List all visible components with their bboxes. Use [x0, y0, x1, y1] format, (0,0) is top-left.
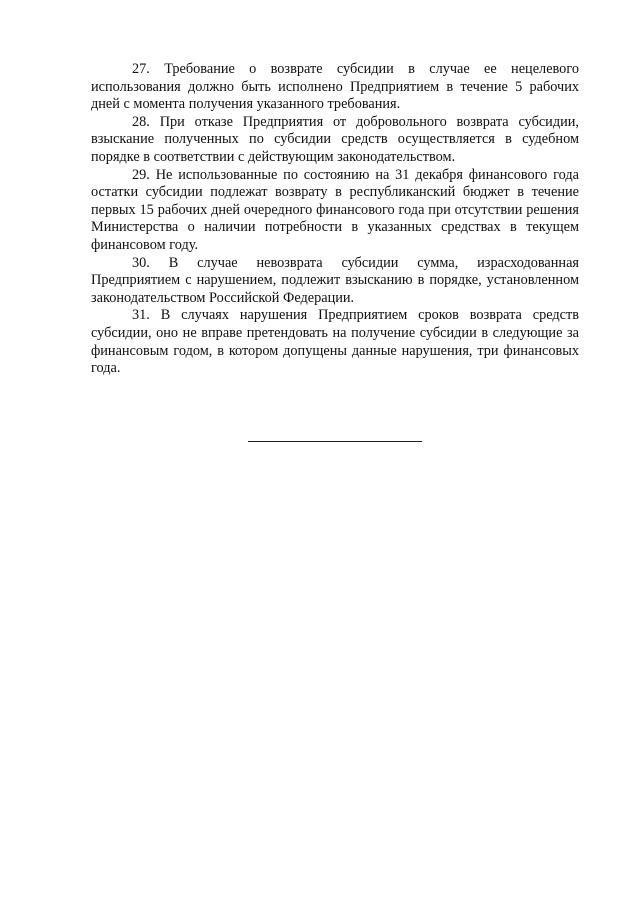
paragraph-29: 29. Не использованные по состоянию на 31 декабря финансового года остатки субсидии подлежат возврату в республиканский бюджет в течение первых 15 рабочих дней очередного финансового года при отсутствии решения Министерства о наличии потребности в указанных средствах в текущем финансовом году. [91, 166, 579, 253]
document-body [91, 61, 579, 378]
paragraph-30: 30. В случае невозврата субсидии сумма, израсходованная Предприятием с нарушением, подлежит взысканию в порядке, установленном законодательством Российской Федерации. [91, 254, 579, 306]
paragraph-27: 27. Требование о возврате субсидии в случае ее нецелевого использования должно быть исполнено Предприятием в течение 5 рабочих дней с момента получения указанного требования. [91, 61, 579, 113]
paragraph-28: 28. При отказе Предприятия от добровольного возврата субсидии, взыскание полученных по субсидии средств осуществляется в судебном порядке в соответствии с действующим законодательством. [91, 113, 579, 165]
end-separator-line [248, 441, 422, 442]
paragraph-31: 31. В случаях нарушения Предприятием сроков возврата средств субсидии, оно не вправе претендовать на получение субсидии в следующие за финансовым годом, в котором допущены данные нарушения, три финансовых года. [91, 307, 579, 377]
